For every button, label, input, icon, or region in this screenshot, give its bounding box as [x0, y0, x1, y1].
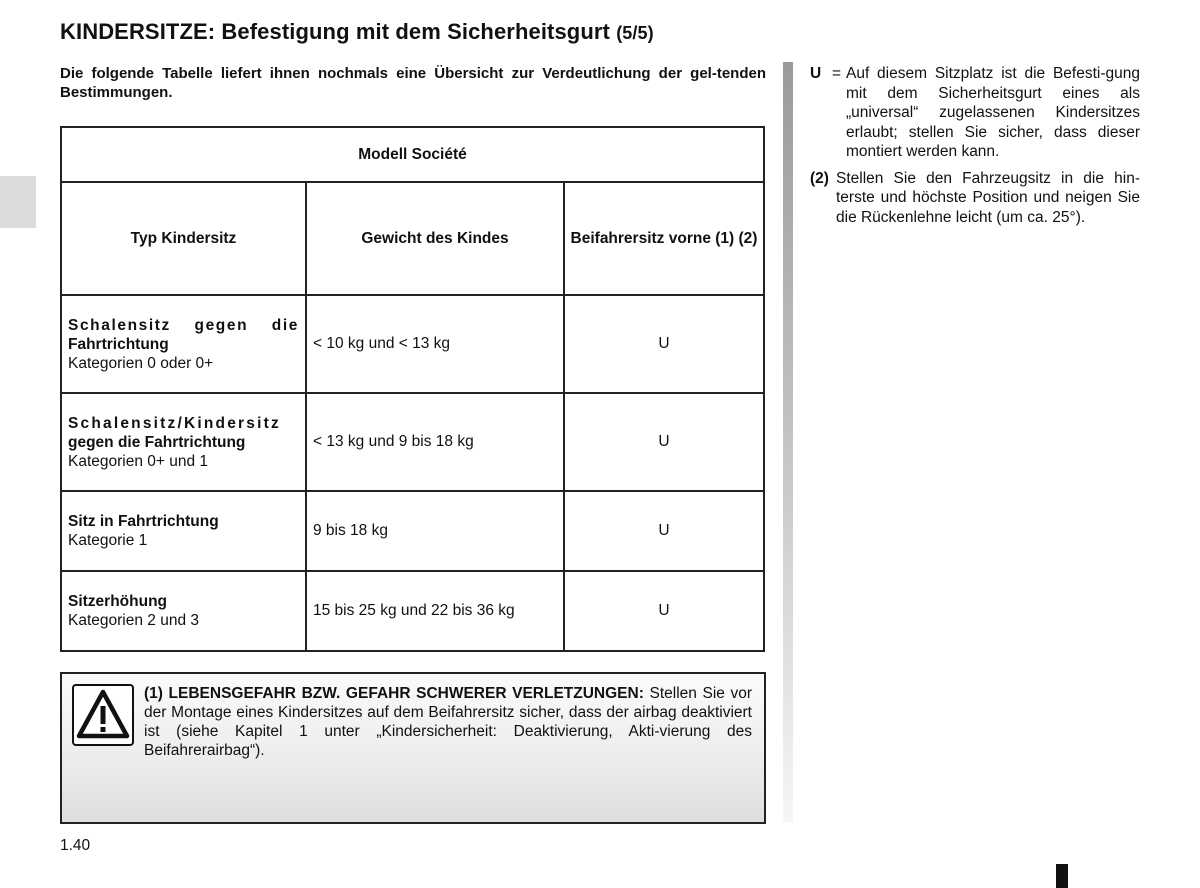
- note-key: U: [810, 65, 822, 82]
- seat-type-cell: [61, 393, 306, 491]
- note-u: [810, 64, 1140, 162]
- table-model-row: [61, 127, 764, 182]
- seat-category: Kategorie 1: [68, 532, 148, 549]
- table-row: [61, 393, 764, 491]
- notes-column: [810, 64, 1140, 234]
- col-header-type: Typ Kindersitz: [61, 182, 306, 295]
- table-row: [61, 295, 764, 393]
- passenger-seat-cell: U: [564, 393, 764, 491]
- table-header-row: [61, 182, 764, 295]
- warning-triangle-icon: [72, 684, 134, 746]
- seat-category: Kategorien 0 oder 0+: [68, 354, 214, 372]
- page-title-main: KINDERSITZE: Befestigung mit dem Sicherheitsgurt: [60, 19, 610, 44]
- warning-text: [144, 684, 752, 760]
- seat-type-cell: [61, 491, 306, 571]
- note-text: Auf diesem Sitzplatz ist die Befesti-gung mit dem Sicherheitsgurt eines als „universal“ zugelassenen Kindersitzes erlaubt; stellen Sie sicher, dass dieser montiert werden kann.: [846, 65, 1140, 160]
- seat-type-cell: [61, 295, 306, 393]
- seat-category: Kategorien 2 und 3: [68, 612, 199, 629]
- col-header-passenger-seat: Beifahrersitz vorne (1) (2): [564, 182, 764, 295]
- weight-cell: 15 bis 25 kg und 22 bis 36 kg: [306, 571, 564, 651]
- warning-lead: (1) LEBENSGEFAHR BZW. GEFAHR SCHWERER VERLETZUNGEN:: [144, 685, 644, 702]
- seat-type-name: Schalensitz gegen die: [68, 316, 299, 334]
- note-text: Stellen Sie den Fahrzeugsitz in die hin-terste und höchste Position und neigen Sie die Rückenlehne leicht (um ca. 25°).: [836, 169, 1140, 226]
- seat-type-name: Sitz in Fahrtrichtung: [68, 513, 219, 530]
- passenger-seat-cell: U: [564, 571, 764, 651]
- weight-cell: < 10 kg und < 13 kg: [306, 295, 564, 393]
- weight-cell: < 13 kg und 9 bis 18 kg: [306, 393, 564, 491]
- warning-body: Stellen Sie vor der Montage eines Kindersitzes auf dem Beifahrersitz sicher, dass der airbag deaktiviert ist (siehe Kapitel 1 unter „Kindersicherheit: Deaktivierung, Akti-vierung des Beifahrerairbag“).: [144, 685, 753, 759]
- seat-type-cell: [61, 571, 306, 651]
- seat-type-name-2: Fahrtrichtung: [68, 335, 169, 353]
- seat-type-name-2: gegen die Fahrtrichtung: [68, 433, 246, 451]
- seat-type-name: Schalensitz/Kindersitz: [68, 414, 281, 432]
- table-row: [61, 571, 764, 651]
- seat-category: Kategorien 0+ und 1: [68, 452, 209, 470]
- intro-text: Die folgende Tabelle liefert ihnen nochmals eine Übersicht zur Verdeutlichung der gel-tenden Bestimmungen.: [60, 65, 766, 101]
- note-key: (2): [810, 169, 829, 187]
- col-header-weight: Gewicht des Kindes: [306, 182, 564, 295]
- note-2: [810, 169, 1140, 228]
- passenger-seat-cell: U: [564, 295, 764, 393]
- page-title: [60, 19, 654, 45]
- child-seat-table: [60, 126, 765, 652]
- note-separator: =: [832, 65, 842, 82]
- warning-box: [60, 672, 766, 824]
- chapter-tab: [0, 176, 36, 228]
- column-divider: [783, 62, 793, 822]
- passenger-seat-cell: U: [564, 491, 764, 571]
- page-title-part: (5/5): [616, 23, 654, 43]
- table-model-header: Modell Société: [61, 127, 764, 182]
- table-row: [61, 491, 764, 571]
- seat-type-name: Sitzerhöhung: [68, 593, 168, 610]
- corner-mark: [1056, 864, 1068, 888]
- page-number: 1.40: [60, 837, 91, 854]
- weight-cell: 9 bis 18 kg: [306, 491, 564, 571]
